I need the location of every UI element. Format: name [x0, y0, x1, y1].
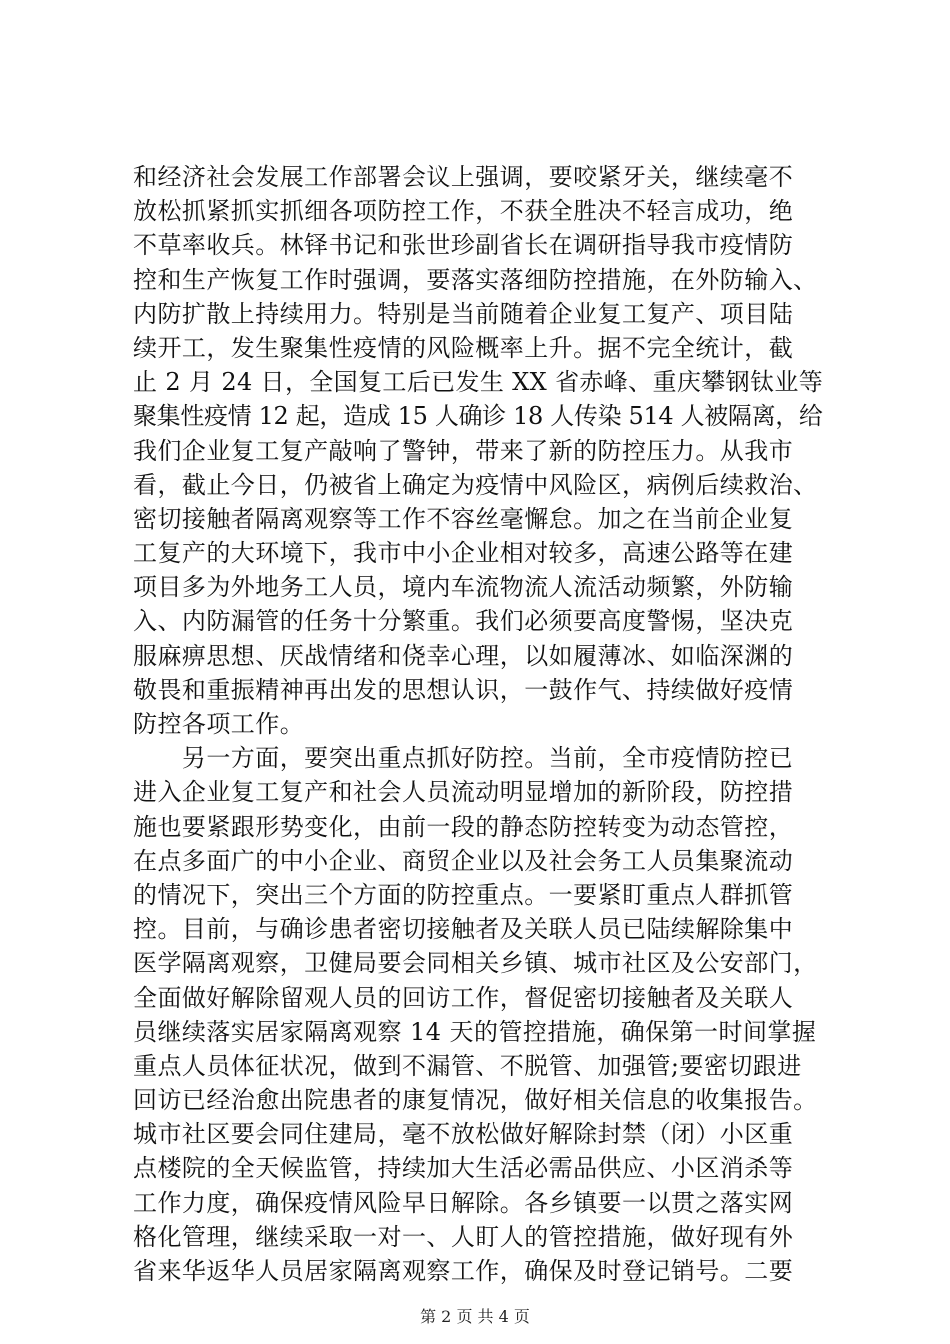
text-line: 医学隔离观察，卫健局要会同相关乡镇、城市社区及公安部门，: [133, 949, 818, 978]
text-line: 和经济社会发展工作部署会议上强调，要咬紧牙关，继续毫不: [133, 163, 794, 191]
text-line: 敬畏和重振精神再出发的思想认识，一鼓作气、持续做好疫情: [133, 675, 794, 704]
text-line: 格化管理，继续采取一对一、人盯人的管控措施，做好现有外: [133, 1222, 794, 1251]
text-line: 在点多面广的中小企业、商贸企业以及社会务工人员集聚流动: [133, 846, 794, 875]
text-line: 点楼院的全天候监管，持续加大生活必需品供应、小区消杀等: [133, 1154, 794, 1183]
text-line: 看，截止今日，仍被省上确定为疫情中风险区，病例后续救治、: [133, 470, 818, 499]
text-line: 项目多为外地务工人员，境内车流物流人流活动频繁，外防输: [133, 573, 794, 602]
text-line: 员继续落实居家隔离观察 14 天的管控措施，确保第一时间掌握: [133, 1017, 817, 1046]
text-line: 回访已经治愈出院患者的康复情况，做好相关信息的收集报告。: [133, 1086, 818, 1115]
text-line: 不草率收兵。林铎书记和张世珍副省长在调研指导我市疫情防: [133, 231, 794, 260]
body-text: [133, 160, 823, 1288]
text-line: 城市社区要会同住建局，毫不放松做好解除封禁（闭）小区重: [133, 1120, 794, 1149]
text-line: 控。目前，与确诊患者密切接触者及关联人员已陆续解除集中: [133, 915, 794, 944]
text-line: 的情况下，突出三个方面的防控重点。一要紧盯重点人群抓管: [133, 880, 794, 909]
text-line: 内防扩散上持续用力。特别是当前随着企业复工复产、项目陆: [133, 299, 794, 328]
page-footer: 第 2 页 共 4 页: [420, 1307, 530, 1326]
text-line: 重点人员体征状况，做到不漏管、不脱管、加强管;要密切跟进: [133, 1051, 802, 1080]
text-line: 止 2 月 24 日，全国复工后已发生 XX 省赤峰、重庆攀钢钛业等: [133, 368, 824, 397]
text-line: 进入企业复工复产和社会人员流动明显增加的新阶段，防控措: [133, 778, 794, 807]
text-line: 工作力度，确保疫情风险早日解除。各乡镇要一以贯之落实网: [133, 1188, 794, 1217]
text-line: 全面做好解除留观人员的回访工作，督促密切接触者及关联人: [133, 983, 794, 1012]
text-line: 我们企业复工复产敲响了警钟，带来了新的防控压力。从我市: [133, 436, 794, 465]
text-line: 施也要紧跟形势变化，由前一段的静态防控转变为动态管控，: [133, 812, 794, 841]
text-line: 服麻痹思想、厌战情绪和侥幸心理，以如履薄冰、如临深渊的: [133, 641, 794, 670]
text-line: 控和生产恢复工作时强调，要落实落细防控措施，在外防输入、: [133, 265, 818, 294]
text-line: 放松抓紧抓实抓细各项防控工作，不获全胜决不轻言成功，绝: [133, 197, 794, 226]
text-line: 聚集性疫情 12 起，造成 15 人确诊 18 人传染 514 人被隔离，给: [133, 402, 823, 431]
text-line: 入、内防漏管的任务十分繁重。我们必须要高度警惕，坚决克: [133, 607, 794, 636]
text-line: 密切接触者隔离观察等工作不容丝毫懈怠。加之在当前企业复: [133, 504, 794, 533]
text-line: 工复产的大环境下，我市中小企业相对较多，高速公路等在建: [133, 539, 794, 568]
text-line: 防控各项工作。: [133, 710, 305, 738]
text-line: 另一方面，要突出重点抓好防控。当前，全市疫情防控已: [133, 744, 794, 773]
text-line: 省来华返华人员居家隔离观察工作，确保及时登记销号。二要: [133, 1257, 794, 1285]
text-line: 续开工，发生聚集性疫情的风险概率上升。据不完全统计，截: [133, 333, 794, 362]
